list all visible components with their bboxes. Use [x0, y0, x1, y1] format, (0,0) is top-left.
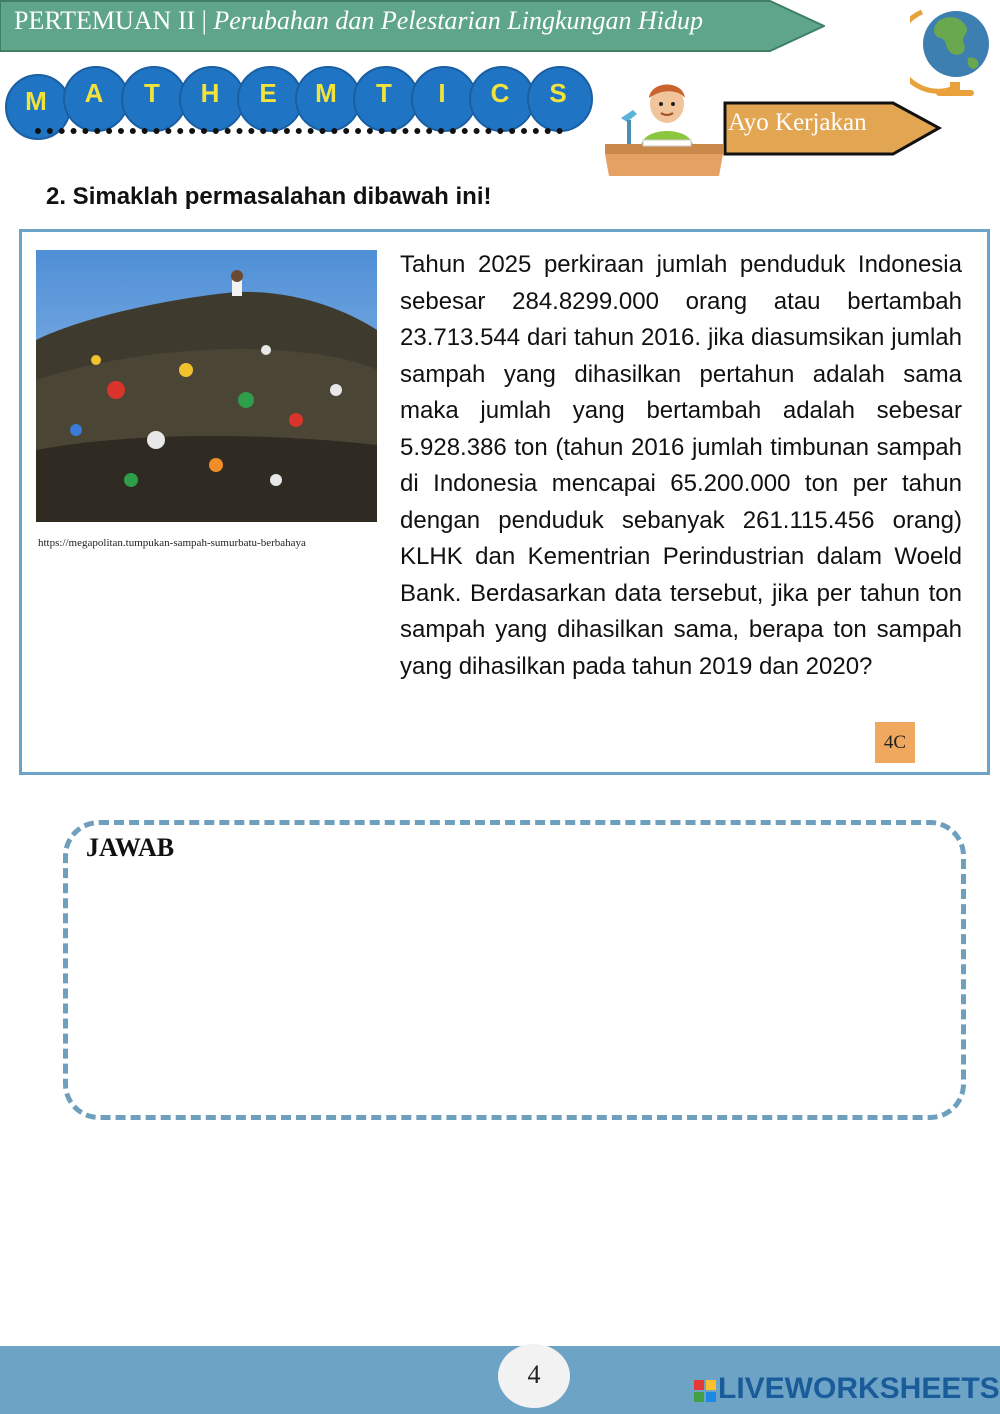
math-letter: C — [490, 78, 510, 108]
skill-badge: 4C — [875, 722, 915, 763]
answer-label: JAWAB — [86, 833, 175, 862]
liveworksheets-logo-icon — [694, 1380, 716, 1402]
math-letter: E — [259, 78, 277, 108]
mathematics-title — [5, 66, 595, 138]
student-writing-illustration — [603, 80, 725, 180]
math-letter: A — [84, 78, 104, 108]
garbage-dump-photo — [36, 250, 377, 522]
question-heading: 2. Simaklah permasalahan dibawah ini! — [46, 183, 492, 210]
math-letter: T — [144, 78, 160, 108]
answer-area[interactable] — [63, 820, 966, 1120]
problem-text: Tahun 2025 perkiraan jumlah penduduk Indonesia sebesar 284.8299.000 orang atau bertambah 23.713.544 dari tahun 2016. jika diasumsikan jumlah sampah yang dihasilkan pertahun adalah sama maka jumlah yang bertambah adalah sebesar 5.928.386 ton (tahun 2016 jumlah timbunan sampah di Indonesia mencapai 65.200.000 ton per tahun dengan penduduk sebanyak 261.115.456 orang) KLHK dan Kementrian Perindustrian dalam Woeld Bank. Berdasarkan data tersebut, jika per tahun ton sampah yang dihasilkan sama, berapa ton sampah yang dihasilkan pada tahun 2019 dan 2020? — [400, 251, 962, 680]
globe-icon — [910, 2, 990, 98]
meeting-label: PERTEMUAN II | — [14, 6, 207, 35]
ayo-kerjakan-label: Ayo Kerjakan — [728, 109, 867, 136]
header-title — [14, 6, 703, 36]
math-letter: I — [438, 78, 446, 108]
math-letter: S — [549, 78, 567, 108]
math-letter: T — [376, 78, 392, 108]
image-caption: https://megapolitan.tumpukan-sampah-sumurbatu-berbahaya — [38, 537, 306, 549]
math-letter: H — [200, 78, 220, 108]
topic-label: Perubahan dan Pelestarian Lingkungan Hidup — [213, 6, 703, 35]
math-letter: M — [25, 86, 47, 116]
liveworksheets-logo[interactable]: LIVEWORKSHEETS — [718, 1372, 1000, 1405]
header-banner — [0, 0, 825, 52]
dotted-underline — [35, 128, 563, 134]
math-letter: M — [315, 78, 337, 108]
page-number: 4 — [498, 1344, 570, 1408]
